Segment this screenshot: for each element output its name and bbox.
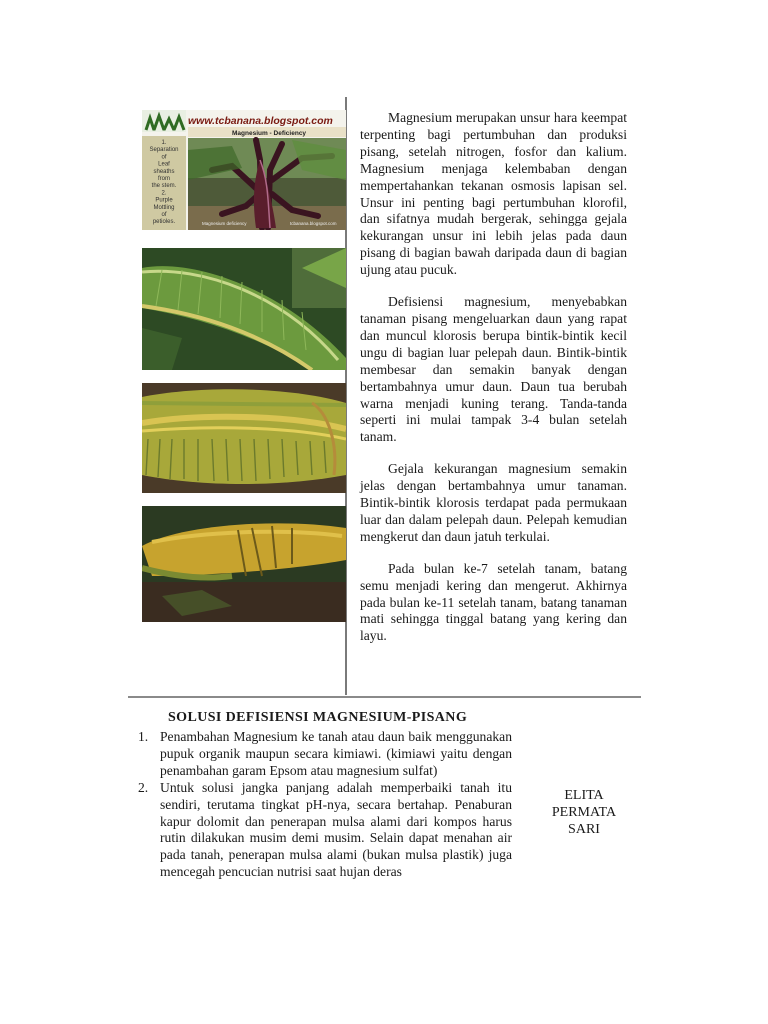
- author-name: [540, 788, 628, 838]
- solution-item: [138, 780, 512, 881]
- photo-note-line: Purple: [155, 197, 173, 204]
- photo-note-line: 1.: [161, 140, 167, 146]
- author-last: SARI: [568, 821, 600, 837]
- photo-note-line: of: [161, 154, 167, 161]
- photo-note-line: Leaf: [158, 161, 170, 168]
- solution-item-number: 1.: [138, 729, 149, 744]
- article-text-column: [360, 110, 627, 660]
- photo-note-line: petioles.: [152, 219, 176, 226]
- photo-title-text: Magnesium - Deficiency: [232, 130, 307, 137]
- site-url-text: www.tcbanana.blogspot.com: [188, 115, 333, 127]
- banana-leaf-photo-collapsed: [142, 506, 346, 622]
- banana-leaf-photo-early: [142, 248, 346, 370]
- photo-note-line: Separation: [149, 147, 179, 154]
- solution-item-text: Untuk solusi jangka panjang adalah memperbaiki tanah itu sendiri, terutama tingkat pH-nya, secara bertahap. Penaburan kapur dolomit dan penerapan mulsa alami dari kompos harus rutin dilakukan musim demi musim. Selain dapat menahan air pada tanah, penerapan mulsa alami (bukan mulsa plastik) juga mencegah pencucian nutrisi saat hujan deras: [160, 779, 512, 880]
- solution-item: [138, 729, 512, 780]
- solution-title: SOLUSI DEFISIENSI MAGNESIUM-PISANG: [168, 710, 468, 725]
- banana-leaf-photo-yellowing: [142, 383, 346, 493]
- author-first: ELITA: [564, 788, 604, 803]
- photo-note-line: from: [158, 176, 170, 182]
- photo-note-line: the stem.: [151, 183, 177, 190]
- section-divider: [128, 696, 641, 698]
- author-middle: PERMATA: [551, 804, 617, 820]
- solution-item-number: 2.: [138, 779, 149, 795]
- paragraph-deficiency: Defisiensi magnesium, menyebabkan tanaman pisang mengeluarkan daun yang rapat dan muncul klorosis berupa bintik-bintik kecil ungu di bagian luar pelepah daun. Bintik-bintik membesar dan semakin banyak dengan bertambahnya umur daun. Daun tua berubah warna menjadi kuning terang. Tanda-tanda seperti ini mulai tampak 3-4 bulan setelah tanam.: [360, 294, 627, 445]
- photo-note-line: of: [161, 212, 167, 218]
- solution-list: [138, 729, 512, 881]
- paragraph-late-stage: Pada bulan ke-7 setelah tanam, batang semu menjadi kering dan mengerut. Akhirnya pada bulan ke-11 setelah tanam, batang tanaman mati sehingga tinggal batang yang kering dan layu.: [360, 560, 627, 644]
- banana-plant-photo-labeled: [142, 110, 346, 230]
- photo-note-line: 2.: [161, 190, 167, 197]
- solution-item-text: Penambahan Magnesium ke tanah atau daun baik menggunakan pupuk organik maupun secara kimiawi. (kimiawi yaitu dengan penambahan garam Epsom atau magnesium sulfat): [160, 729, 512, 778]
- photo-caption-left: Magnesium deficiency: [202, 221, 247, 226]
- photo-note-line: sheaths: [153, 168, 175, 175]
- paragraph-symptoms: Gejala kekurangan magnesium semakin jelas dengan bertambahnya umur tanaman. Bintik-bintik klorosis terdapat pada permukaan luar dan dalam pelepah daun. Pelepah kemudian mengkerut dan daun jatuh terkulai.: [360, 461, 627, 544]
- photo-note-line: Mottling: [153, 204, 175, 211]
- photo-caption-right: tcbanana.blogspot.com: [290, 221, 337, 226]
- paragraph-intro: Magnesium merupakan unsur hara keempat terpenting bagi pertumbuhan dan produksi pisang, setelah nitrogen, fosfor dan kalium. Magnesium menjaga kelembaban dengan mempertahankan tekanan osmosis lapisan sel. Unsur ini penting bagi pertumbuhan klorofil, dan sifatnya mudah bergerak, sehingga gejala kekurangan unsur ini lebih jelas pada daun pisang di bagian bawah daripada daun di bagian ujung atau pucuk.: [360, 110, 627, 278]
